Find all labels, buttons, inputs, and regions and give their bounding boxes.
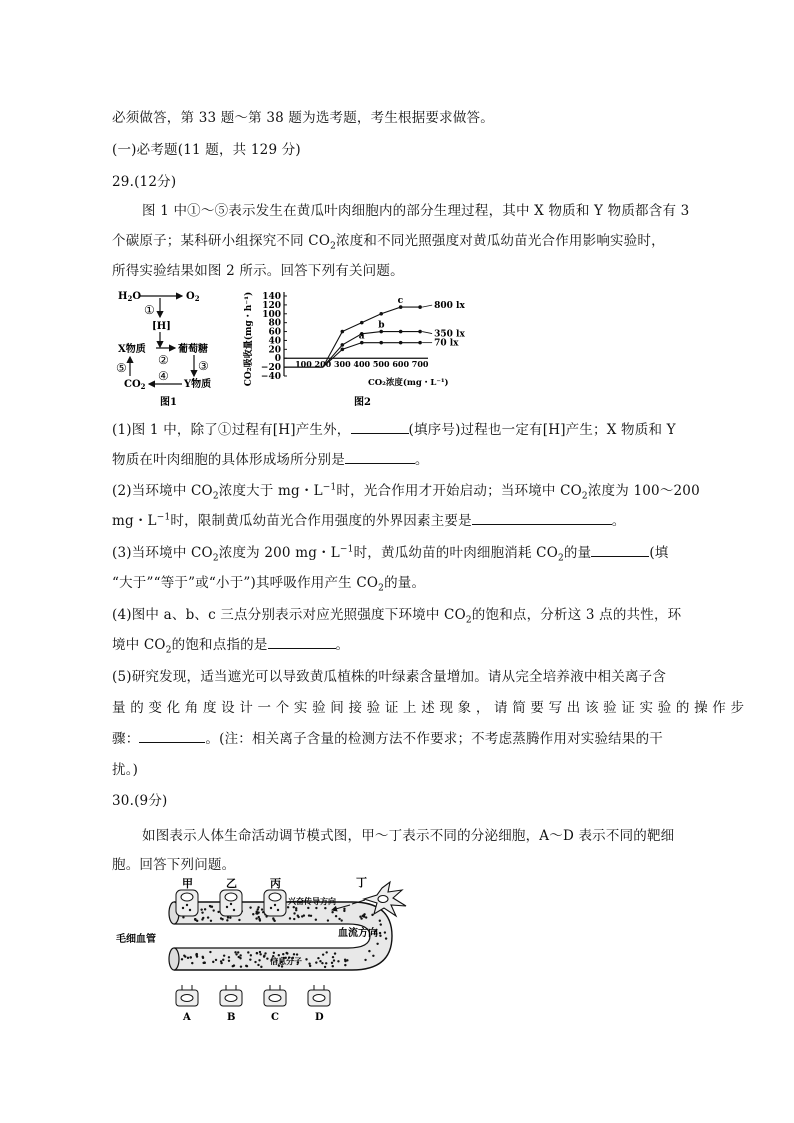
q29-intro-line-3 (112, 259, 404, 279)
signal-molecule-dot (325, 962, 327, 964)
text: 的饱和点，分析这 3 点的共性，环 (471, 607, 682, 623)
saturation-point-label: b (378, 320, 385, 331)
answer-blank[interactable] (139, 729, 205, 743)
signal-molecule-dot (202, 956, 204, 958)
signal-molecule-dot (259, 951, 261, 953)
signal-molecule-dot (376, 943, 378, 945)
text: 胞。回答下列问题。 (112, 857, 236, 873)
signal-molecule-dot (196, 955, 198, 957)
capillary-end (169, 948, 179, 970)
data-point (379, 341, 383, 345)
y-tick-label: 60 (268, 327, 281, 338)
signal-molecule-dot (222, 959, 224, 961)
signal-molecule-dot (334, 952, 336, 954)
q29-sub1-line-2 (112, 448, 429, 468)
signal-molecule-dot (240, 965, 242, 967)
signal-molecule-dot (372, 955, 374, 957)
signal-molecule-dot (258, 916, 260, 918)
figure-1-caption: 图1 (160, 397, 177, 408)
answer-blank[interactable] (591, 543, 649, 557)
signal-molecule-dot (293, 912, 295, 914)
label-bing: 丙 (270, 877, 281, 890)
signal-molecule-dot (266, 957, 268, 959)
q29-sub2-line-2 (112, 509, 626, 529)
signal-molecule-dot (344, 964, 346, 966)
signal-molecule-label: 信息分子 (270, 956, 302, 966)
text: (5)研究发现，适当遮光可以导致黄瓜植株的叶绿素含量增加。请从完全培养液中相关离子含 (112, 669, 667, 685)
signal-molecule-dot (365, 916, 367, 918)
signal-molecule-dot (385, 937, 387, 939)
q29-sub2-line-1 (112, 479, 700, 502)
signal-molecule-dot (238, 956, 240, 958)
cell-yi (220, 890, 242, 916)
signal-molecule-dot (215, 959, 217, 961)
signal-molecule-dot (196, 920, 198, 922)
signal-molecule-dot (343, 908, 345, 910)
signal-molecule-dot (308, 963, 310, 965)
label-jia: 甲 (182, 877, 193, 890)
label-b: B (227, 1012, 236, 1023)
text: 。 (414, 452, 429, 468)
signal-molecule-dot (201, 911, 203, 913)
data-point (341, 330, 345, 334)
q29-sub4-line-1 (112, 603, 681, 626)
signal-molecule-dot (187, 957, 189, 959)
signal-molecule-dot (229, 917, 231, 919)
signal-molecule-dot (324, 907, 326, 909)
signal-molecule-dot (321, 962, 323, 964)
co2-label: $CO_2$ (124, 379, 146, 391)
signal-molecule-dot (315, 907, 317, 909)
signal-molecule-dot (189, 956, 191, 958)
y-tick-label: 40 (268, 336, 281, 347)
signal-molecule-dot (293, 918, 295, 920)
signal-molecule-dot (256, 952, 258, 954)
q29-sub3-line-2 (112, 571, 425, 594)
superscript: −1 (156, 512, 171, 523)
h2o-label: $H_2O$ (118, 291, 142, 303)
signal-molecule-dot (252, 913, 254, 915)
signal-molecule-dot (368, 950, 370, 952)
signal-molecule-dot (261, 908, 263, 910)
signal-molecule-dot (212, 909, 214, 911)
y-tick-label: 20 (268, 345, 281, 356)
signal-molecule-dot (260, 966, 262, 968)
signal-molecule-dot (249, 906, 251, 908)
text-line-2 (112, 138, 301, 158)
chart-y-axis-label: CO₂吸收量(mg・h⁻¹) (244, 291, 254, 387)
text: (1)图 1 中，除了①过程有[H]产生外， (112, 422, 351, 438)
y-tick-label: −40 (260, 372, 281, 382)
signal-molecule-dot (245, 965, 247, 967)
signal-molecule-dot (209, 905, 211, 907)
signal-molecule-dot (263, 955, 265, 957)
text: 量 的 变 化 角 度 设 计 一 个 实 验 间 接 验 证 上 述 现 象 ， 请 简 要 写 出 该 验 证 实 验 的 操 作 步 (112, 700, 745, 716)
legend-connector (422, 332, 432, 334)
superscript: −1 (322, 482, 337, 493)
text: 29.(12分) (112, 174, 177, 190)
target-cell-d (308, 985, 330, 1006)
text: 图 1 中①～⑤表示发生在黄瓜叶肉细胞内的部分生理过程，其中 X 物质和 Y 物质都含有 3 (142, 203, 690, 219)
label-a: A (183, 1012, 191, 1023)
question-29-heading (112, 170, 176, 190)
signal-molecule-dot (201, 918, 203, 920)
signal-molecule-dot (273, 952, 275, 954)
signal-molecule-dot (207, 916, 209, 918)
signal-molecule-dot (255, 917, 257, 919)
legend-entry: 70 lx (434, 338, 459, 349)
signal-molecule-dot (200, 908, 202, 910)
text: 时，限制黄瓜幼苗光合作用强度的外界因素主要是 (170, 513, 472, 529)
text: 骤： (112, 731, 140, 747)
text: 浓度为 100～200 (587, 483, 700, 499)
text: 境中 CO (112, 637, 166, 653)
signal-molecule-dot (210, 920, 212, 922)
signal-molecule-dot (287, 906, 289, 908)
text: (4)图中 a、b、c 三点分别表示对应光照强度下环境中 CO (112, 607, 466, 623)
data-point (399, 330, 403, 334)
signal-molecule-dot (317, 957, 319, 959)
q30-intro-line-1 (142, 824, 674, 844)
text: 的量 (563, 545, 592, 561)
capillary-label: 毛细血管 (116, 934, 156, 945)
answer-blank[interactable] (351, 420, 409, 434)
signal-molecule-dot (250, 954, 252, 956)
signal-molecule-dot (293, 906, 295, 908)
superscript: −1 (339, 544, 354, 555)
saturation-point-label: a (358, 331, 365, 342)
signal-molecule-dot (285, 952, 287, 954)
label-c: C (271, 1012, 279, 1023)
step-4-label: ④ (158, 369, 169, 383)
signal-molecule-dot (324, 966, 326, 968)
data-point (341, 348, 345, 352)
x-tick-label: 100 (295, 359, 312, 370)
y-tick-label: 140 (262, 292, 281, 302)
signal-molecule-dot (259, 953, 261, 955)
answer-blank[interactable] (268, 635, 336, 649)
signal-molecule-dot (309, 965, 311, 967)
signal-molecule-dot (297, 916, 299, 918)
signal-molecule-dot (331, 962, 333, 964)
x-substance-label: X物质 (118, 344, 146, 355)
cell-jia (176, 890, 198, 916)
signal-molecule-dot (315, 961, 317, 963)
signal-molecule-dot (237, 951, 239, 953)
step-5-label: ⑤ (116, 361, 127, 375)
text: (填 (649, 545, 669, 561)
signal-molecule-dot (307, 907, 309, 909)
blood-flow-label: 血流方向 (338, 928, 378, 939)
y-tick-label: 80 (268, 318, 281, 329)
question-30-heading (112, 789, 168, 809)
signal-molecule-dot (220, 960, 222, 962)
data-point (418, 341, 422, 345)
y-substance-label: Y物质 (184, 379, 212, 390)
signal-molecule-dot (227, 916, 229, 918)
target-cell-c (264, 985, 286, 1006)
x-tick-labels (295, 359, 429, 369)
text-line-1 (112, 106, 494, 126)
o2-label: $O_2$ (186, 291, 200, 303)
data-point (360, 321, 364, 325)
signal-molecule-dot (239, 954, 241, 956)
text: 30.(9分) (112, 793, 168, 809)
signal-molecule-dot (379, 920, 381, 922)
figure-2-chart (238, 284, 468, 409)
chart-legend (422, 301, 465, 349)
text: 所得实验结果如图 2 所示。回答下列有关问题。 (112, 263, 404, 279)
signal-molecule-dot (220, 917, 222, 919)
signal-molecule-dot (254, 961, 256, 963)
q29-sub5-line-3 (112, 727, 663, 747)
step-2-label: ② (158, 353, 169, 367)
data-point (418, 330, 422, 334)
h-label: [H] (152, 321, 171, 332)
legend-entry: 800 lx (434, 301, 465, 312)
text: 的量。 (384, 575, 426, 591)
q30-intro-line-2 (112, 853, 235, 873)
signal-molecule-dot (228, 956, 230, 958)
subscript: 2 (581, 491, 588, 502)
signal-molecule-dot (264, 952, 266, 954)
nerve-direction-label: 兴奋传导方向 (288, 896, 336, 906)
signal-molecule-dot (228, 960, 230, 962)
signal-molecule-dot (247, 951, 249, 953)
answer-blank[interactable] (472, 511, 612, 525)
signal-molecule-dot (282, 953, 284, 955)
signal-molecule-dot (238, 919, 240, 921)
signal-molecule-dot (319, 960, 321, 962)
signal-molecule-dot (340, 919, 342, 921)
signal-molecule-dot (212, 961, 214, 963)
legend-entry: 350 lx (434, 329, 465, 340)
signal-molecule-dot (257, 908, 259, 910)
subscript: 2 (330, 241, 337, 252)
subscript: 2 (165, 645, 172, 656)
step-3-label: ③ (198, 359, 209, 373)
text: 。 (611, 513, 626, 529)
signal-molecule-dot (322, 953, 324, 955)
text: (填序号)过程也一定有[H]产生；X 物质和 Y (408, 422, 676, 438)
signal-molecule-dot (249, 958, 251, 960)
text: 必须做答，第 33 题～第 38 题为选考题，考生根据要求做答。 (112, 110, 494, 126)
x-tick-label: 500 (372, 359, 390, 370)
signal-molecule-dot (226, 919, 228, 921)
q29-sub5-line-2 (112, 696, 744, 716)
signal-molecule-dot (332, 965, 334, 967)
signal-molecule-dot (289, 917, 291, 919)
signal-molecule-dot (182, 916, 184, 918)
x-tick-label: 300 (333, 359, 351, 370)
data-point (341, 343, 345, 347)
q29-sub3-line-1 (112, 541, 669, 564)
subscript: 2 (378, 583, 385, 594)
step-1-label: ① (144, 303, 155, 317)
signal-molecule-dot (325, 951, 327, 953)
subscript: 2 (212, 491, 219, 502)
signal-molecule-dot (257, 964, 259, 966)
signal-molecule-dot (360, 917, 362, 919)
text: 时，光合作用才开始启动；当环境中 CO (336, 483, 582, 499)
y-tick-label: 120 (262, 300, 281, 311)
signal-molecule-dot (258, 959, 260, 961)
text: 浓度为 200 mg・L (218, 545, 340, 561)
signal-molecule-dot (337, 960, 339, 962)
legend-connector (422, 305, 432, 307)
signal-molecule-dot (332, 956, 334, 958)
signal-molecule-dot (343, 910, 345, 912)
signal-molecule-dot (191, 962, 193, 964)
signal-molecule-dot (364, 959, 366, 961)
text: 物质在叶肉细胞的具体形成场所分别是 (112, 452, 345, 468)
chart-x-axis-label: CO₂浓度(mg・L⁻¹) (368, 378, 449, 388)
glucose-label: 葡萄糖 (178, 344, 208, 355)
text: mg・L (112, 513, 157, 529)
subscript: 2 (212, 553, 219, 564)
signal-molecule-dot (203, 961, 205, 963)
text: 。 (335, 637, 350, 653)
signal-molecule-dot (183, 954, 185, 956)
y-tick-label: 100 (262, 309, 281, 320)
signal-molecule-dot (273, 920, 275, 922)
signal-molecule-dot (259, 919, 261, 921)
label-ding: 丁 (356, 876, 367, 889)
text: 的饱和点指的是 (171, 637, 268, 653)
signal-molecule-dot (305, 958, 307, 960)
q29-sub1-line-1 (112, 418, 676, 438)
signal-molecule-dot (333, 959, 335, 961)
signal-molecule-dot (257, 906, 259, 908)
text: 个碳原子；某科研小组探究不同 CO (112, 233, 331, 249)
signal-molecule-dot (344, 960, 346, 962)
signal-molecule-dot (295, 909, 297, 911)
signal-molecule-dot (232, 965, 234, 967)
signal-molecule-dot (196, 953, 198, 955)
y-tick-labels (261, 292, 287, 382)
q29-sub4-line-2 (112, 633, 349, 656)
target-cell-b (220, 985, 242, 1006)
text: “大于”“等于”或“小于”)其呼吸作用产生 CO (112, 575, 379, 591)
signal-molecule-dot (209, 951, 211, 953)
text: 。(注：相关离子含量的检测方法不作要求；不考虑蒸腾作用对实验结果的干 (205, 731, 663, 747)
signal-molecule-dot (338, 918, 340, 920)
signal-molecule-dot (194, 918, 196, 920)
q29-sub5-line-1 (112, 665, 666, 685)
text: (一)必考题(11 题，共 129 分) (112, 142, 301, 158)
signal-molecule-dot (204, 908, 206, 910)
figure-1-diagram (112, 284, 232, 409)
text: 浓度大于 mg・L (218, 483, 323, 499)
signal-molecule-dot (223, 954, 225, 956)
q29-intro-line-2 (112, 229, 665, 252)
text: (3)当环境中 CO (112, 545, 213, 561)
signal-molecule-dot (379, 932, 381, 934)
signal-molecule-dot (327, 919, 329, 921)
x-tick-label: 400 (353, 359, 371, 370)
signal-molecule-dot (363, 913, 365, 915)
data-point (399, 341, 403, 345)
signal-molecule-dot (384, 931, 386, 933)
signal-molecule-dot (331, 911, 333, 913)
y-tick-label: −20 (260, 363, 281, 374)
signal-molecule-dot (303, 914, 305, 916)
signal-molecule-dot (335, 915, 337, 917)
label-d: D (315, 1012, 324, 1023)
signal-molecule-dot (256, 910, 258, 912)
text: 时，黄瓜幼苗的叶肉细胞消耗 CO (353, 545, 558, 561)
figure-2-caption: 图2 (354, 397, 371, 408)
signal-molecule-dot (217, 911, 219, 913)
target-cell-a (176, 985, 198, 1006)
x-tick-label: 200 (314, 359, 332, 370)
q29-sub5-line-4 (112, 758, 138, 778)
signal-molecule-dot (235, 953, 237, 955)
data-point (418, 305, 422, 309)
text: (2)当环境中 CO (112, 483, 213, 499)
text: 扰。) (112, 762, 139, 778)
cell-bing (264, 890, 286, 916)
subscript: 2 (465, 615, 472, 626)
data-point (379, 312, 383, 316)
x-tick-label: 700 (411, 359, 429, 370)
text: 浓度和不同光照强度对黄瓜幼苗光合作用影响实验时， (336, 233, 665, 249)
signal-molecule-dot (315, 919, 317, 921)
label-yi: 乙 (226, 877, 237, 890)
signal-molecule-dot (308, 914, 310, 916)
text: 如图表示人体生命活动调节模式图，甲～丁表示不同的分泌细胞，A～D 表示不同的靶细 (142, 828, 675, 844)
signal-molecule-dot (379, 935, 381, 937)
regulation-model-diagram (112, 874, 432, 1024)
signal-molecule-dot (234, 951, 236, 953)
signal-molecule-dot (181, 958, 183, 960)
signal-molecule-dot (380, 923, 382, 925)
subscript: 2 (557, 553, 564, 564)
q29-intro-line-1 (142, 199, 689, 219)
answer-blank[interactable] (345, 450, 415, 464)
y-tick-label: 0 (274, 354, 281, 365)
saturation-point-label: c (397, 296, 404, 307)
x-tick-label: 600 (392, 359, 410, 370)
